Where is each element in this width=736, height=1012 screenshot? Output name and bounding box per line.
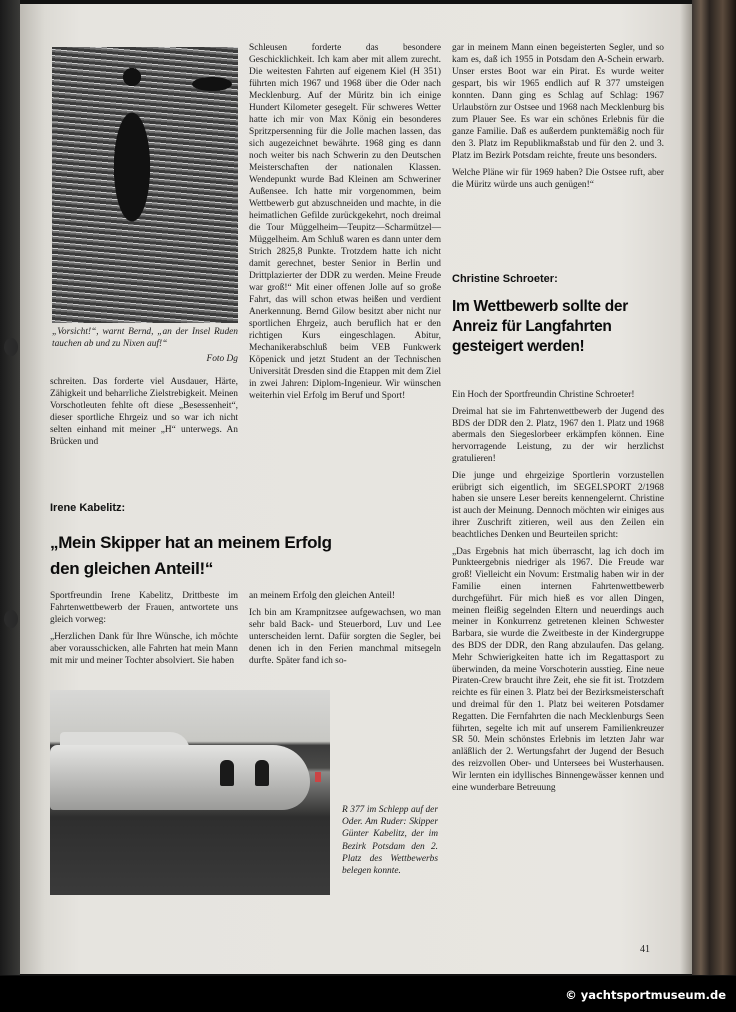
paragraph: Die junge und ehrgeizige Sportlerin vorzustellen erübrigt sich eigentlich, im SEGELSPORT 2/1968 haben sie unsere Leser bereits kennengelernt. Christine ist auch der Meinung. Dennoch möchten wir einiges aus ihrer Zuschrift zitieren, weil aus den Zeilen ein beachtliches Denken und Beurteilen spricht:: [452, 470, 664, 540]
paragraph: Sportfreundin Irene Kabelitz, Drittbeste im Fahrtenwettbewerb der Frauen, antwortete uns gleich vorweg:: [50, 591, 238, 625]
article2-headline: Im Wettbewerb sollte der Anreiz für Langfahrten gesteigert werden!: [452, 298, 628, 355]
article1-headline: [50, 530, 332, 582]
page-number: 41: [640, 944, 650, 955]
photo-motorboat-on-oder: [50, 690, 330, 895]
photo-swimmer-silhouette: [52, 47, 238, 323]
paragraph: Ich bin am Krampnitzsee aufgewachsen, wo man sehr bald Back- und Steuerbord, Luv und Lee unterscheiden lernt. Dafür sorgten die Segler, bei denen ich in den Ferien manchmal mitsegeln durfte. Später fand ich so-: [249, 608, 441, 666]
article1-col2: [249, 590, 441, 672]
photo1-caption: [52, 326, 238, 370]
col2-text: [249, 42, 441, 407]
col1-continuation: [50, 376, 238, 453]
article2-body: [452, 390, 664, 799]
paragraph: Schleusen forderte das besondere Geschicklichkeit. Ich kam aber mit allem zurecht. Die weitesten Fahrten auf eigenem Kiel (H 351) führten mich 1967 und 1968 über die Oder nach Mecklenburg. Auf der Müritz bin ich einige Hundert Kilometer gesegelt. Für schweres Wetter hatte ich mir von Max König ein besonderes Spritzpersenning für die Jolle machen lassen, das sich augezeichnet bewährte. 1968 ging es dann noch weiter bis nach Schwerin zu den Deutschen Meisterschaften der nationalen Klassen. Wendepunkt wurde Bad Kleinen am Schweriner Außensee. Ich hatte mir vorgenommen, beim Wettbewerb gut abzuschneiden und machte, in die heimatlichen Gefilde zurückgekehrt, noch dreimal die Tour Müggelheim—Teupitz—Scharmützel—Müggelheim. Am Schluß waren es dann unter dem Strich 2825,8 Punkte. Trotzdem hatte ich nicht damit gerechnet, bester Senior in Berlin und Drittplazierter der DDR zu werden. Meine Freude war groß!“ Mit einer offenen Jolle auf so große Fahrt, das will schon etwas heißen und verdient Anerkennung. Bernd Gilow besitzt aber nicht nur sportlichen Ehrgeiz, auch beruflich hat er den richtigen Kurs eingeschlagen. Abitur, Mechanikerabschluß beim VEB Funkwerk Köpenick und jetzt Student an der Technischen Universität Dresden sind die Etappen mit dem Ziel in zwei Jahren: Diplom-Ingenieur. Wir wünschen weiterhin viel Erfolg im Beruf und Sport!: [249, 43, 441, 401]
paragraph: Dreimal hat sie im Fahrtenwettbewerb der Jugend des BDS der DDR den 2. Platz, 1967 den 1. Platz und 1968 abermals den Siegeslorbeer erkämpfen können. Eine hervorragende Leistung, zu der wir herzlichst gratulieren!: [452, 406, 664, 464]
paragraph: Welche Pläne wir für 1969 haben? Die Ostsee ruft, aber die Müritz würde uns auch genügen!“: [452, 168, 664, 190]
headline-line: den gleichen Anteil!“: [50, 559, 214, 578]
flag: [315, 772, 321, 782]
person-silhouette: [255, 760, 269, 786]
paragraph: „Herzlichen Dank für Ihre Wünsche, ich möchte aber vorausschicken, alle Fahrten hat mein Mann mit mir und meiner Tochter absolviert. Sie haben: [50, 632, 238, 666]
paragraph: Ein Hoch der Sportfreundin Christine Schroeter!: [452, 390, 635, 400]
caption-text: „Vorsicht!“, warnt Bernd, „an der Insel Ruden tauchen ab und zu Nixen auf!“: [52, 327, 238, 349]
photo-credit: Foto Dg: [206, 354, 238, 364]
paragraph: schreiten. Das forderte viel Ausdauer, Härte, Zähigkeit und beharrliche Zielstrebigkeit. Meinen Vorschotleuten fehlte oft diese „Besessenheit“, dieser sportliche Ehrgeiz und so war ich nicht selten einhand mit meiner „H“ unterwegs. An Brücken und: [50, 377, 238, 447]
boat-hull: [50, 745, 310, 810]
article1-author: Irene Kabelitz:: [50, 502, 126, 514]
paragraph: an meinem Erfolg den gleichen Anteil!: [249, 591, 396, 601]
footer-bar: [0, 976, 736, 1012]
col3-top-text: [452, 42, 664, 196]
article1-col1: [50, 590, 238, 672]
headline-line: „Mein Skipper hat an meinem Erfolg: [50, 533, 332, 552]
copyright-notice: © yachtsportmuseum.de: [565, 988, 726, 1002]
article2-author: Christine Schroeter:: [452, 273, 558, 285]
person-silhouette: [220, 760, 234, 786]
binding-hole: [4, 338, 18, 356]
book-spine: [692, 0, 736, 975]
scan-left-edge: [0, 0, 20, 975]
binding-hole: [4, 610, 18, 628]
photo2-caption: R 377 im Schlepp auf der Oder. Am Ruder: Skipper Günter Kabelitz, der im Bezirk Potsdam den 2. Platz des Wettbewerbs belegen konnte.: [342, 805, 438, 877]
paragraph: gar in meinem Mann einen begeisterten Segler, und so kam es, daß ich 1955 in Potsdam den A-Schein erwarb. Unser erstes Boot war ein Pirat. Es wurde weiter gespart, bis wir 1965 endlich auf R 377 umsteigen konnten. Dann ging es Schlag auf Schlag: 1967 Urlaubstörn zur Ostsee und 1968 nach Mecklenburg bis zum Plauer See. Es war ein schönes Erlebnis für die ganze Familie. Daß es außerdem punktemäßig noch für den 3. Platz im Republikmaßstab und für den 2. und 3. Platz im Bezirk Potsdam reichte, freute uns besonders.: [452, 43, 664, 161]
paragraph: „Das Ergebnis hat mich überrascht, lag ich doch im Punkteergebnis niedriger als 1967. Die Freude war groß! Vielleicht ein Novum: Erstmalig haben wir in der Familie einen internen Fahrtenwettbewerb durchgeführt. Für mich hieß es vor allen Dingen, meinen fleißig segelnden Eltern und neuerdings auch meiner in Konkurrenz getretenen kleinen Schwester Barbara, sie wurde die Zweitbeste in der Kindergruppe des BDS der DDR, den Rang abzulaufen. Das gelang. Mehr Schwierigkeiten hatte ich im Regattasport zu überwinden, da meine Vorschoterin ausstieg. Eine neue Piraten-Crew braucht ihre Zeit, ehe sie fit ist. Trotzdem reichte es für einen 3. Platz bei der Bezirksmeisterschaft und dreimal für den 1. Platz bei weiteren Potsdamer Regatten. Die Fernfahrten die nach Mecklenburgs Seen führten, segelte ich mit auf unserem Familienkreuzer SR 50. Mein schönstes Erlebnis im letzten Jahr war anläßlich der 2. Wertungsfahrt der Jugend der Besuch des reizvollen Ober- und Untersees bei Wusterhausen. Wir lernten ein idyllisches Binnengewässer kennen und eine wunderbare Betreuung: [452, 546, 664, 793]
